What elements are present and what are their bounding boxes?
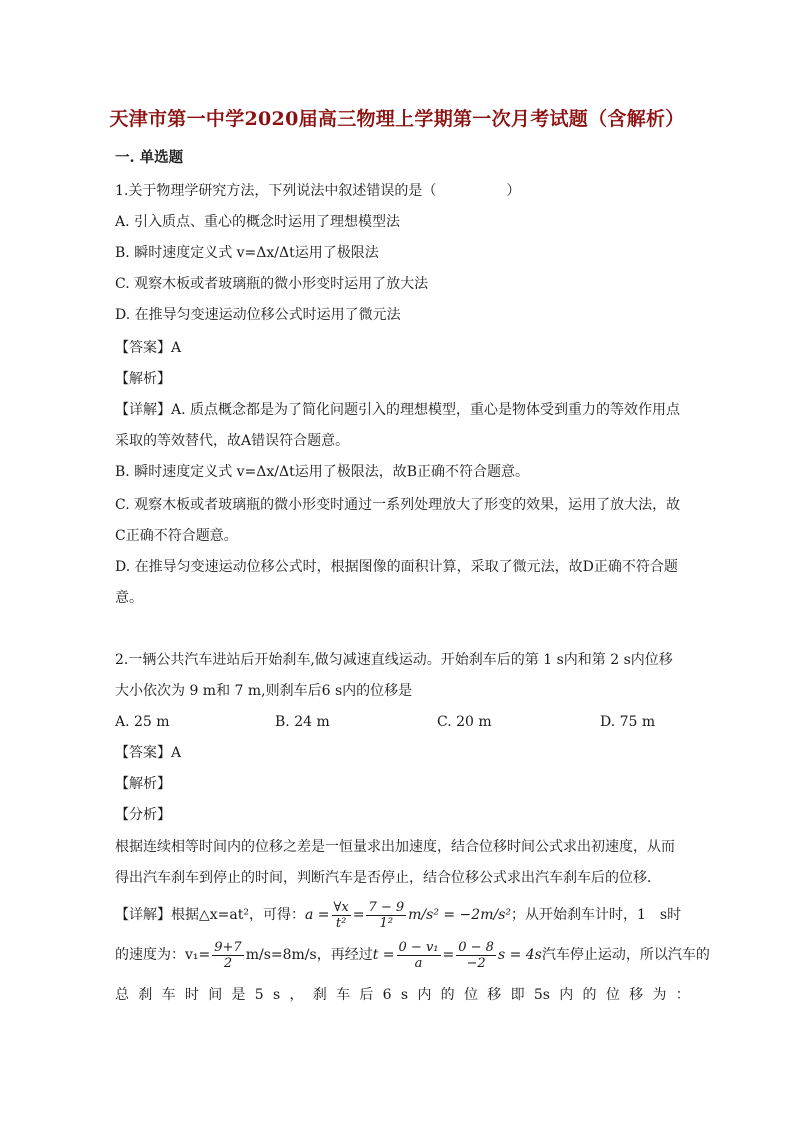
last-line-char: 刹 [138, 987, 153, 1003]
q1-detail-line-5: C正确不符合题意。 [115, 528, 238, 544]
last-line-char: 刹 [312, 987, 327, 1003]
last-line-char: 位 [605, 987, 620, 1003]
last-line-char: 5s [533, 987, 550, 1003]
q1-option-a: A. 引入质点、重心的概念时运用了理想模型法 [115, 214, 401, 230]
last-line-char: 间 [208, 987, 223, 1003]
eq-fraction-numerator: 0 − 8 [458, 939, 494, 955]
last-line-char: s [400, 987, 409, 1003]
eq-fraction-numerator: 0 − v₁ [398, 939, 439, 955]
last-line-char: 6 [382, 987, 392, 1003]
last-line-char: 车 [336, 987, 351, 1003]
last-line-char: 总 [115, 987, 129, 1003]
last-line-char: 时 [184, 987, 199, 1003]
q1-option-c: C. 观察木板或者玻璃瓶的微小形变时运用了放大法 [115, 276, 429, 292]
q1-analysis-label: 【解析】 [115, 371, 171, 387]
last-line-char: 车 [161, 987, 176, 1003]
eq-line-1-after: ；从开始刹车计时，1 s时 [511, 907, 682, 923]
last-line-char: 移 [629, 987, 644, 1003]
last-line-char: 即 [510, 987, 525, 1003]
last-line-char: 为 [652, 987, 667, 1003]
last-line-char: 的 [440, 987, 455, 1003]
eq-fraction-dx-t2 [332, 900, 351, 931]
section-heading: 一. 单选题 [115, 149, 184, 166]
q2-detail-prefix: 【详解】根据△x=at²，可得： [115, 907, 305, 923]
eq-fraction-0-v1 [397, 940, 441, 971]
eq-line-2-prefix: 的速度为：v₁= [115, 947, 211, 963]
eq-fraction-numerator: 7 − 9 [368, 899, 405, 915]
eq-fraction-9-7 [212, 940, 243, 971]
eq-fraction-denominator: 1² [379, 915, 394, 931]
eq-equals: = [442, 947, 455, 963]
eq-time-result: s = 4s [497, 947, 542, 963]
q2-option-d: D. 75 m [600, 714, 656, 730]
last-line-char: ： [675, 987, 690, 1003]
q2-detail-eq-line-2 [115, 937, 710, 973]
q2-detail-last-line [115, 985, 690, 1005]
last-line-char: 后 [359, 987, 374, 1003]
eq-fraction-denominator: −2 [466, 955, 486, 971]
q1-detail-line-7: 意。 [115, 590, 143, 606]
last-line-char: 的 [582, 987, 597, 1003]
q2-answer: 【答案】A [115, 745, 182, 761]
last-line-char: 内 [559, 987, 574, 1003]
eq-fraction-denominator: t² [335, 915, 347, 931]
last-line-char: ， [289, 987, 304, 1003]
last-line-char: s [273, 987, 281, 1003]
last-line-char: 位 [463, 987, 478, 1003]
q2-analysis-label: 【解析】 [115, 776, 171, 792]
eq-line-2-after: 汽车停止运动，所以汽车的 [541, 947, 710, 963]
q2-fenxi-line-2: 得出汽车刹车到停止的时间，判断汽车是否停止，结合位移公式求出汽车刹车后的位移． [115, 870, 661, 886]
q2-stem-line-1: 2.一辆公共汽车进站后开始刹车,做匀减速直线运动。开始刹车后的第 1 s内和第 2 s内位移 [115, 652, 673, 668]
q1-detail-line-3: B. 瞬时速度定义式 v=Δx/Δt运用了极限法，故B正确不符合题意。 [115, 464, 530, 480]
eq-t-label: t = [372, 947, 395, 963]
eq-acceleration-result: m/s² = −2m/s² [408, 907, 511, 923]
q2-option-a: A. 25 m [115, 714, 170, 730]
eq-fraction-numerator: ∀x [333, 899, 349, 915]
q1-detail-line-6: D. 在推导匀变速运动位移公式时，根据图像的面积计算，采取了微元法，故D正确不符合题 [115, 559, 678, 575]
eq-fraction-0-8 [456, 940, 496, 971]
page-title: 天津市第一中学2020届高三物理上学期第一次月考试题（含解析） [109, 108, 685, 130]
q1-answer: 【答案】A [115, 340, 182, 356]
q1-detail-line-1: 【详解】A. 质点概念都是为了简化问题引入的理想模型，重心是物体受到重力的等效作用点 [115, 402, 681, 418]
last-line-char: 移 [487, 987, 502, 1003]
eq-fraction-numerator: 9+7 [214, 939, 242, 955]
q1-detail-line-4: C. 观察木板或者玻璃瓶的微小形变时通过一系列处理放大了形变的效果，运用了放大法，故 [115, 497, 681, 513]
q2-detail-eq-line-1: 【详解】根据△x=at²，可得： a = $\frac{\forall x}{\text{t²}}$ = $\frac{7 - 9}{\text{1²}}$ m/s² = −2m/s² ；从开始刹车计时，1 s时 [115, 899, 682, 931]
q1-option-b: B. 瞬时速度定义式 v=Δx/Δt运用了极限法 [115, 245, 379, 261]
last-line-char: 是 [231, 987, 246, 1003]
q2-stem-line-2: 大小依次为 9 m和 7 m,则刹车后6 s内的位移是 [115, 683, 413, 699]
q1-detail-line-2: 采取的等效替代，故A错误符合题意。 [115, 433, 350, 449]
last-line-char: 5 [254, 987, 264, 1003]
eq-a-label: a = [304, 907, 330, 923]
q2-option-c: C. 20 m [437, 714, 492, 730]
eq-line-2-mid: m/s=8m/s，再经过 [245, 947, 373, 963]
eq-fraction-7-9 [366, 900, 406, 931]
eq-fraction-denominator: a [414, 955, 423, 971]
q1-stem: 1.关于物理学研究方法，下列说法中叙述错误的是（ ） [115, 183, 521, 199]
q2-fenxi-line-1: 根据连续相等时间内的位移之差是一恒量求出加速度，结合位移时间公式求出初速度，从而 [115, 839, 675, 855]
q2-option-b: B. 24 m [275, 714, 330, 730]
q1-option-d: D. 在推导匀变速运动位移公式时运用了微元法 [115, 307, 401, 323]
eq-fraction-denominator: 2 [223, 955, 233, 971]
q2-fenxi-label: 【分析】 [115, 807, 171, 823]
last-line-char: 内 [417, 987, 432, 1003]
